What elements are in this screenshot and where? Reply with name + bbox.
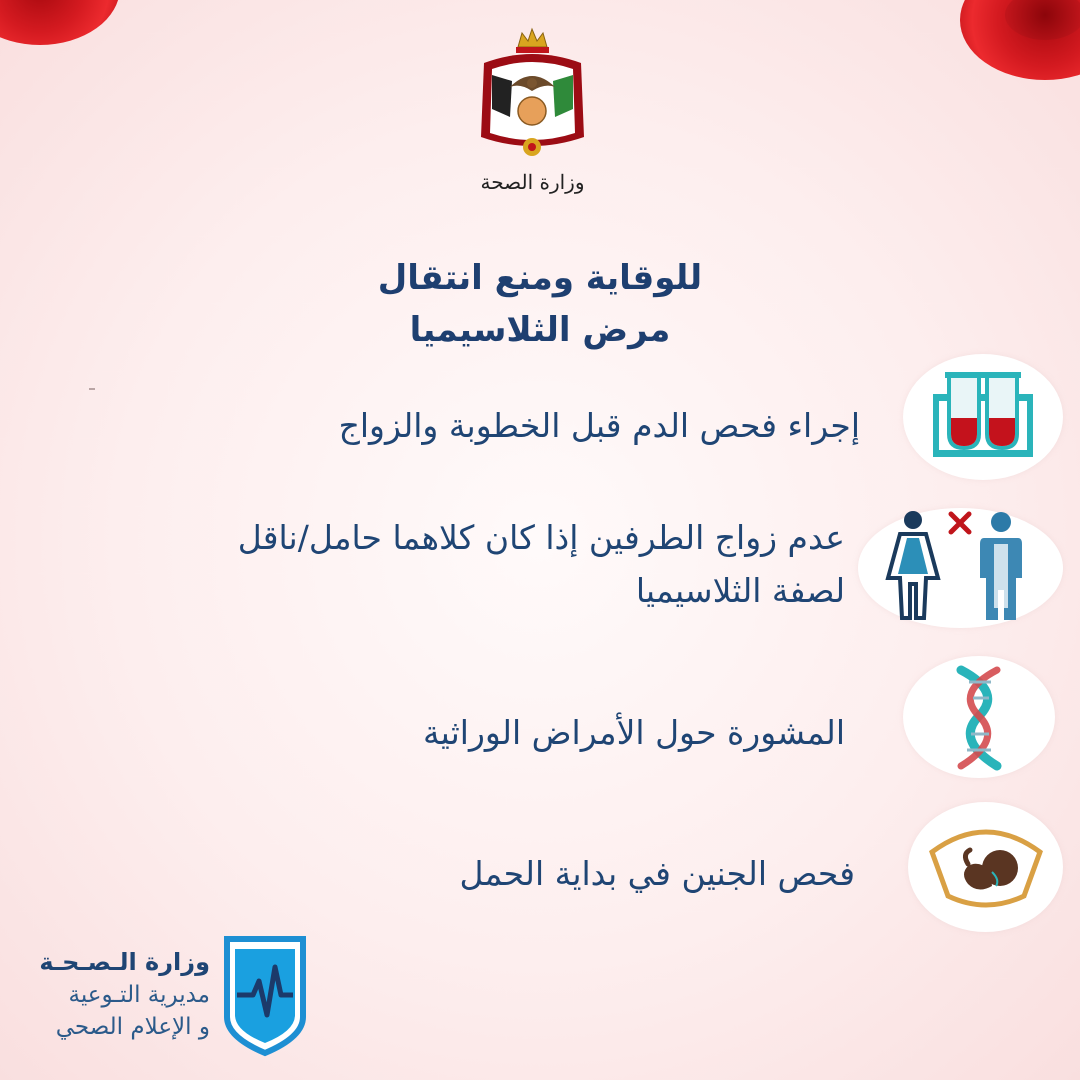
couple-icon [858,508,1063,628]
blood-cell-right-decoration [960,0,1080,80]
footer-ministry-name: وزارة الـصـحـة [39,948,210,976]
ministry-shield-logo [219,931,311,1059]
heartbeat-shield-icon [219,931,311,1059]
item-text-genetic-counseling: المشورة حول الأمراض الوراثية [422,713,845,752]
emblem-caption: وزارة الصحة [480,170,585,194]
fetus-ultrasound-icon-circle [908,802,1063,932]
item-text-blood-test: إجراء فحص الدم قبل الخطوبة والزواج [338,406,860,445]
test-tubes-icon [903,354,1063,480]
page-title-line2: مرض الثلاسيميا [409,310,671,350]
page-title-line1: للوقاية ومنع انتقال [377,258,703,298]
fetus-ultrasound-icon [908,802,1063,932]
couple-icon-circle [858,508,1063,628]
footer-directorate-line1: مديرية التـوعية [68,982,210,1008]
dna-icon-circle [903,656,1055,778]
dna-icon [903,656,1055,778]
footer-directorate-line2: و الإعلام الصحي [55,1014,210,1040]
item-text-carrier-marriage-line1: عدم زواج الطرفين إذا كان كلاهما حامل/ناقل [237,518,845,557]
coat-of-arms-emblem [470,25,595,170]
blood-cell-left-decoration [0,0,120,45]
decorative-dash [89,388,95,390]
item-text-fetal-screening: فحص الجنين في بداية الحمل [459,854,855,893]
test-tubes-icon-circle [903,354,1063,480]
coat-of-arms-icon [470,25,595,170]
item-text-carrier-marriage-line2: لصفة الثلاسيميا [635,571,845,610]
